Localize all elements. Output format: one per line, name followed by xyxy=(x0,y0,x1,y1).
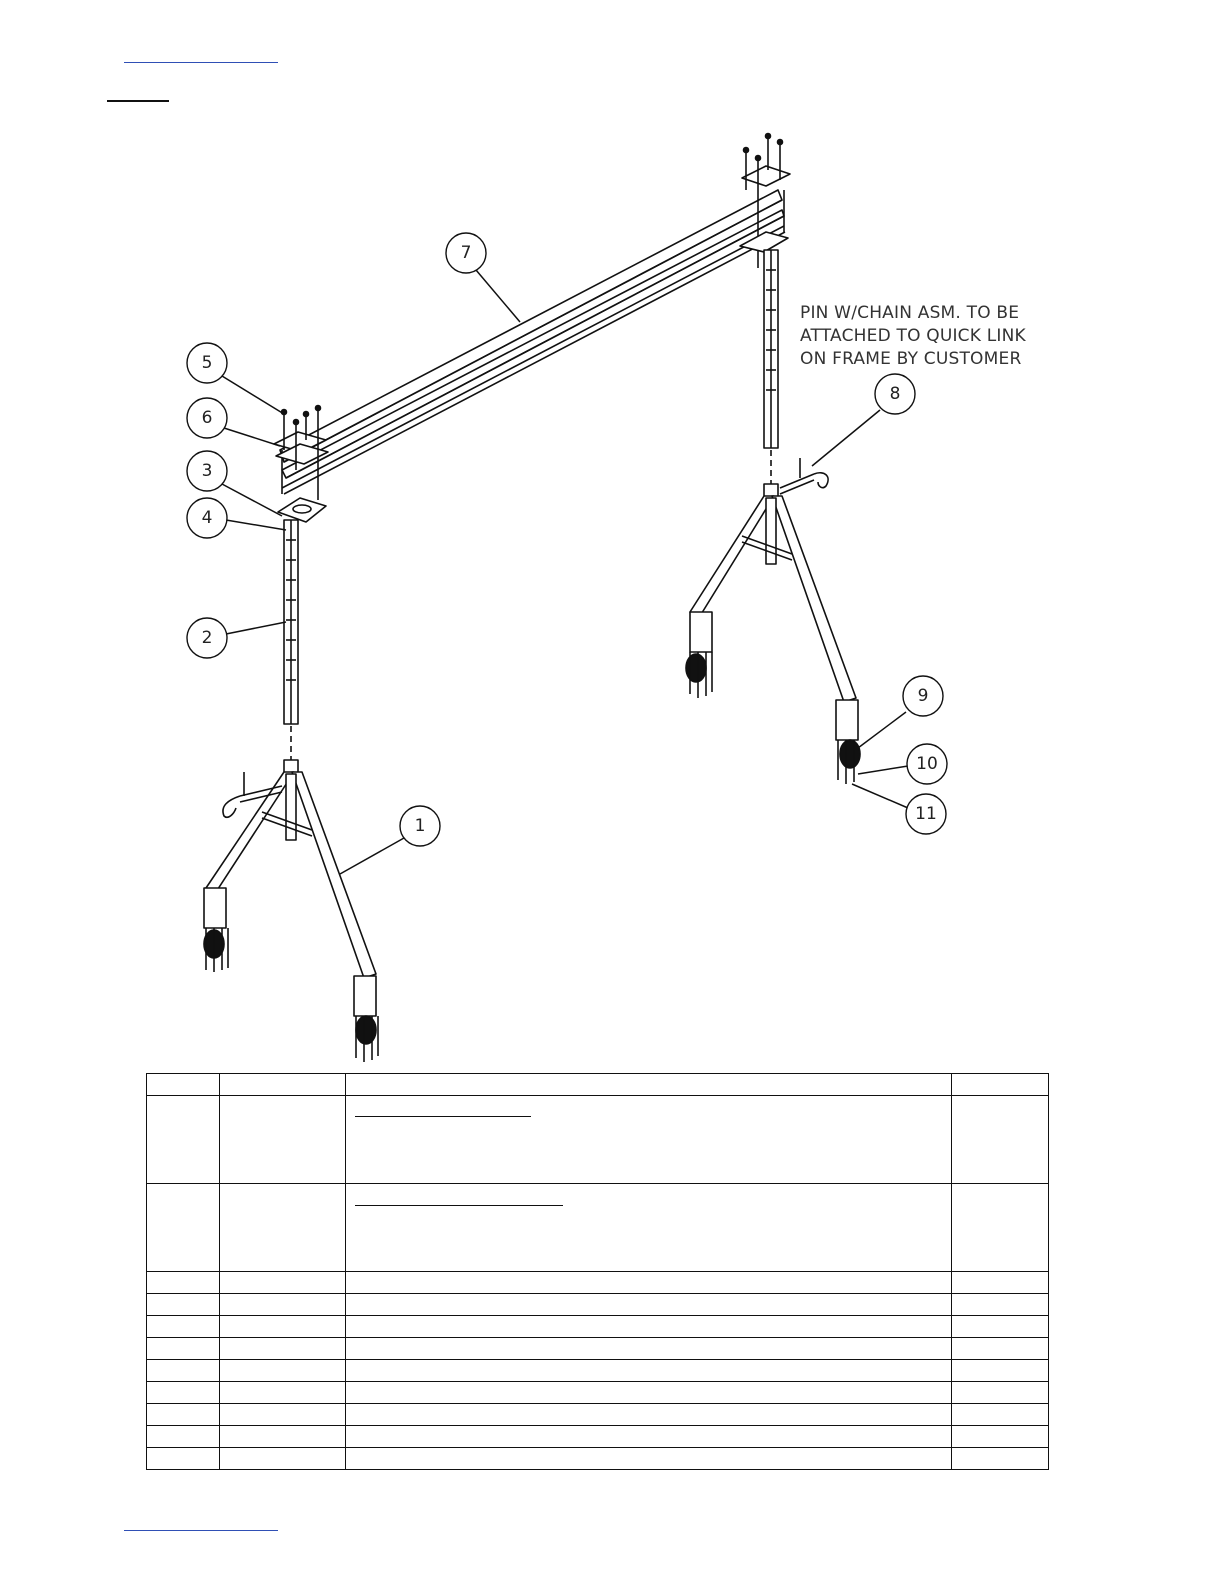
right-caster-rear xyxy=(836,700,860,784)
note-line-2: ATTACHED TO QUICK LINK xyxy=(800,326,1026,346)
table-cell xyxy=(147,1338,220,1360)
table-cell xyxy=(952,1272,1049,1294)
footer-link[interactable] xyxy=(124,1530,278,1531)
callout-7 xyxy=(446,233,486,273)
table-cell xyxy=(346,1294,952,1316)
table-cell xyxy=(220,1316,346,1338)
table-row xyxy=(147,1360,1049,1382)
callout-8-label: 8 xyxy=(889,384,901,404)
table-cell xyxy=(952,1338,1049,1360)
callout-8 xyxy=(875,374,915,414)
table-cell xyxy=(952,1448,1049,1470)
table-cell xyxy=(346,1382,952,1404)
table-cell xyxy=(147,1382,220,1404)
table-row xyxy=(147,1382,1049,1404)
left-a-frame xyxy=(206,760,376,978)
table-cell xyxy=(952,1360,1049,1382)
assembly-note xyxy=(800,302,1026,371)
header-cell-description xyxy=(346,1074,952,1096)
callout-6 xyxy=(187,398,227,438)
note-line-3: ON FRAME BY CUSTOMER xyxy=(800,349,1022,369)
table-cell xyxy=(952,1294,1049,1316)
table-cell xyxy=(220,1404,346,1426)
table-cell xyxy=(346,1184,952,1272)
table-row xyxy=(147,1096,1049,1184)
left-upright xyxy=(284,520,298,760)
table-cell xyxy=(346,1426,952,1448)
callout-11 xyxy=(906,794,946,834)
note-line-1: PIN W/CHAIN ASM. TO BE xyxy=(800,303,1020,323)
callout-3-label: 3 xyxy=(201,461,213,481)
callout-9 xyxy=(903,676,943,716)
header-cell-qty xyxy=(952,1074,1049,1096)
callout-1-label: 1 xyxy=(414,816,426,836)
table-cell xyxy=(147,1294,220,1316)
table-cell xyxy=(952,1096,1049,1184)
table-row xyxy=(147,1294,1049,1316)
callout-7-label: 7 xyxy=(460,243,472,263)
callout-10 xyxy=(907,744,947,784)
table-cell xyxy=(220,1272,346,1294)
table-header-row xyxy=(147,1074,1049,1096)
table-cell xyxy=(952,1184,1049,1272)
table-cell xyxy=(346,1096,952,1184)
right-caster-front xyxy=(686,612,712,698)
callout-2-label: 2 xyxy=(201,628,213,648)
table-cell xyxy=(220,1448,346,1470)
callout-11-label: 11 xyxy=(915,804,937,824)
left-top-plate xyxy=(278,498,326,522)
table-cell xyxy=(147,1426,220,1448)
table-cell xyxy=(952,1426,1049,1448)
table-cell xyxy=(147,1360,220,1382)
table-cell xyxy=(346,1316,952,1338)
callout-2 xyxy=(187,618,227,658)
table-cell xyxy=(952,1404,1049,1426)
table-cell xyxy=(147,1448,220,1470)
table-cell xyxy=(220,1184,346,1272)
table-cell xyxy=(220,1096,346,1184)
table-cell xyxy=(346,1360,952,1382)
callout-6-label: 6 xyxy=(201,408,213,428)
table-cell xyxy=(952,1316,1049,1338)
callout-4 xyxy=(187,498,227,538)
table-cell xyxy=(147,1404,220,1426)
row-1-description-underline xyxy=(355,1116,531,1117)
table-cell xyxy=(346,1272,952,1294)
table-cell xyxy=(220,1338,346,1360)
right-upright xyxy=(764,250,778,484)
table-row xyxy=(147,1338,1049,1360)
table-cell xyxy=(952,1382,1049,1404)
callout-5 xyxy=(187,343,227,383)
bill-of-materials-table xyxy=(146,1073,1049,1470)
table-cell xyxy=(346,1338,952,1360)
callout-9-label: 9 xyxy=(917,686,929,706)
table-row xyxy=(147,1404,1049,1426)
i-beam xyxy=(280,190,785,494)
callout-1 xyxy=(400,806,440,846)
header-cell-item xyxy=(147,1074,220,1096)
table-row xyxy=(147,1184,1049,1272)
table-row xyxy=(147,1426,1049,1448)
table-cell xyxy=(346,1404,952,1426)
left-caster-rear xyxy=(354,976,378,1062)
callout-5-label: 5 xyxy=(201,353,213,373)
callout-4-label: 4 xyxy=(201,508,213,528)
table-cell xyxy=(147,1272,220,1294)
table-row xyxy=(147,1448,1049,1470)
header-cell-part xyxy=(220,1074,346,1096)
right-a-frame xyxy=(690,458,856,702)
table-cell xyxy=(147,1184,220,1272)
table-cell xyxy=(147,1316,220,1338)
row-2-description-underline xyxy=(355,1205,563,1206)
table-cell xyxy=(147,1096,220,1184)
table-cell xyxy=(220,1382,346,1404)
left-caster-front xyxy=(204,888,228,972)
table-row xyxy=(147,1316,1049,1338)
table-cell xyxy=(220,1360,346,1382)
table-row xyxy=(147,1272,1049,1294)
table-cell xyxy=(346,1448,952,1470)
table-cell xyxy=(220,1426,346,1448)
table-cell xyxy=(220,1294,346,1316)
callout-10-label: 10 xyxy=(916,754,938,774)
callout-3 xyxy=(187,451,227,491)
